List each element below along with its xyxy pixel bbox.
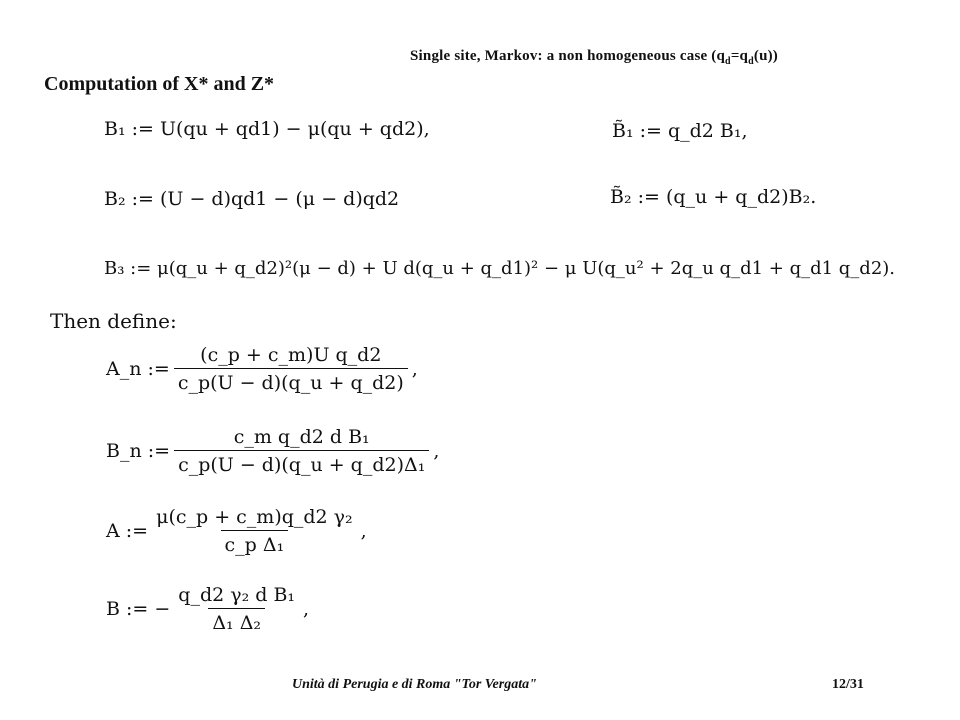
- bn-denominator: c_p(U − d)(q_u + q_d2)Δ₁: [174, 450, 429, 476]
- header-title-main: Single site, Markov: a non homogeneous case (q: [410, 48, 726, 64]
- equation-b2: B₂ := (U − d)qd1 − (μ − d)qd2: [104, 188, 400, 210]
- then-define-label: Then define:: [50, 309, 177, 333]
- bn-numerator: c_m q_d2 d B₁: [233, 426, 370, 448]
- header-sub-1: d: [725, 56, 731, 67]
- an-tail: ,: [411, 358, 418, 380]
- header-title-mid: =q: [730, 48, 749, 64]
- equation-b1: B₁ := U(qu + qd1) − μ(qu + qd2),: [104, 118, 430, 140]
- a-lhs: A :=: [106, 520, 149, 542]
- definition-a: [106, 506, 367, 556]
- bn-tail: ,: [433, 440, 440, 462]
- an-fraction: [174, 344, 408, 394]
- an-lhs: A_n :=: [106, 358, 170, 380]
- b-denominator: Δ₁ Δ₂: [208, 608, 265, 634]
- an-numerator: (c_p + c_m)U q_d2: [200, 344, 382, 366]
- definition-b: [106, 584, 309, 634]
- header-title-end: (u)): [753, 48, 779, 64]
- equation-b2-tilde: B̃₂ := (q_u + q_d2)B₂.: [610, 186, 817, 208]
- equation-b3: B₃ := μ(q_u + q_d2)²(μ − d) + U d(q_u + q_d1)² − μ U(q_u² + 2q_u q_d1 + q_d1 q_d2).: [104, 258, 896, 279]
- footer-institution: Unità di Perugia e di Roma "Tor Vergata": [292, 677, 537, 692]
- a-denominator: c_p Δ₁: [221, 530, 289, 556]
- equation-b1-tilde: B̃₁ := q_d2 B₁,: [612, 120, 748, 142]
- a-fraction: [152, 506, 357, 556]
- definition-an: [106, 344, 418, 394]
- a-numerator: μ(c_p + c_m)q_d2 γ₂: [156, 506, 353, 528]
- b-lhs: B := −: [106, 598, 171, 620]
- an-denominator: c_p(U − d)(q_u + q_d2): [174, 368, 408, 394]
- definition-bn: [106, 426, 439, 476]
- bn-lhs: B_n :=: [106, 440, 171, 462]
- b-tail: ,: [303, 598, 310, 620]
- b-numerator: q_d2 γ₂ d B₁: [178, 584, 296, 606]
- slide-header: [410, 48, 930, 67]
- header-sub-2: d: [748, 56, 754, 67]
- section-title: Computation of X* and Z*: [44, 73, 275, 95]
- a-tail: ,: [360, 520, 367, 542]
- bn-fraction: [174, 426, 429, 476]
- page-number: 12/31: [832, 677, 864, 692]
- b-fraction: [174, 584, 299, 634]
